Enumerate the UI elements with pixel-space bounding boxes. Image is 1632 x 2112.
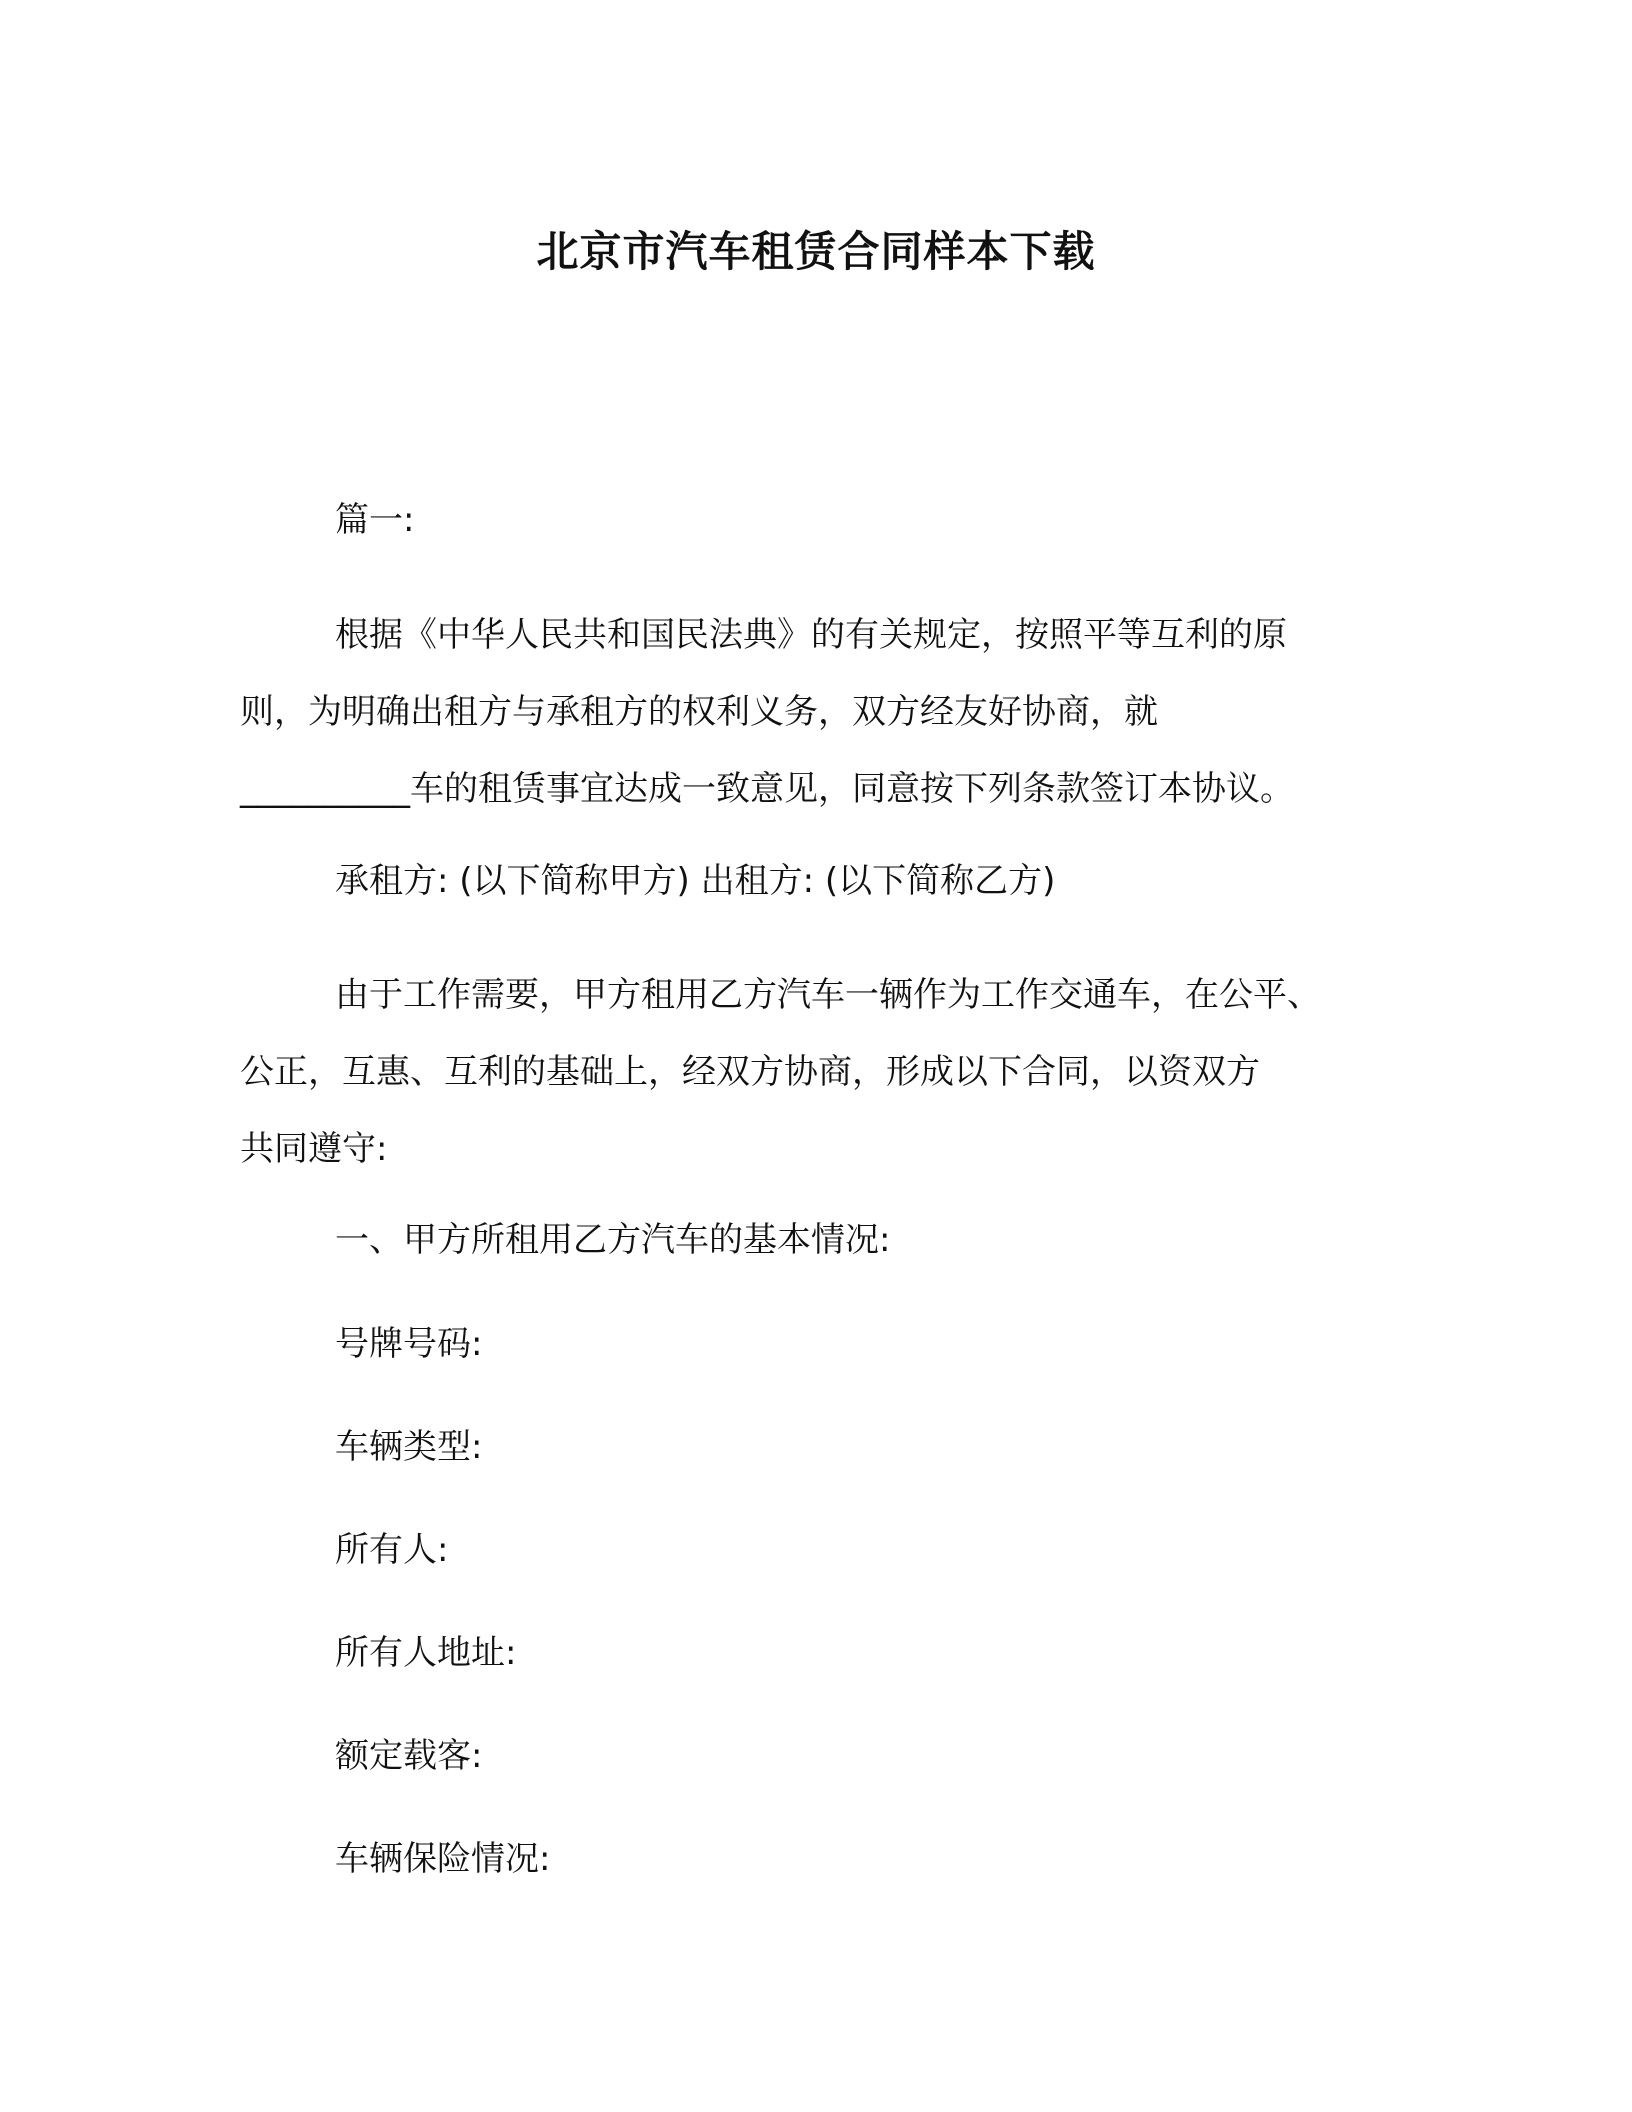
clause-1-heading: 一、甲方所租用乙方汽车的基本情况: — [335, 1220, 891, 1260]
purpose-line-3: 共同遵守: — [240, 1129, 388, 1169]
purpose-line-1: 由于工作需要，甲方租用乙方汽车一辆作为工作交通车，在公平、 — [335, 975, 1321, 1015]
field-vehicle-type: 车辆类型: — [335, 1427, 483, 1467]
intro-line-3-text: 车的租赁事宜达成一致意见，同意按下列条款签订本协议。 — [410, 769, 1294, 809]
purpose-line-2: 公正，互惠、互利的基础上，经双方协商，形成以下合同，以资双方 — [240, 1052, 1260, 1092]
intro-line-3 — [240, 751, 1390, 828]
field-insurance-status: 车辆保险情况: — [335, 1839, 551, 1879]
purpose-paragraph — [240, 957, 1390, 1188]
document-title: 北京市汽车租赁合同样本下载 — [536, 227, 1096, 276]
intro-line-2: 则，为明确出租方与承租方的权利义务，双方经友好协商，就 — [240, 692, 1158, 732]
field-rated-passengers: 额定载客: — [335, 1736, 483, 1776]
field-owner-address: 所有人地址: — [335, 1633, 517, 1673]
parties-line: 承租方: (以下简称甲方) 出租方: (以下简称乙方) — [335, 861, 1056, 901]
field-plate-number: 号牌号码: — [335, 1324, 483, 1364]
intro-line-1: 根据《中华人民共和国民法典》的有关规定，按照平等互利的原 — [335, 615, 1287, 655]
field-owner: 所有人: — [335, 1530, 449, 1570]
intro-paragraph — [240, 597, 1390, 828]
section-label: 篇一: — [335, 500, 415, 540]
blank-fill-line: __________ — [240, 769, 410, 809]
